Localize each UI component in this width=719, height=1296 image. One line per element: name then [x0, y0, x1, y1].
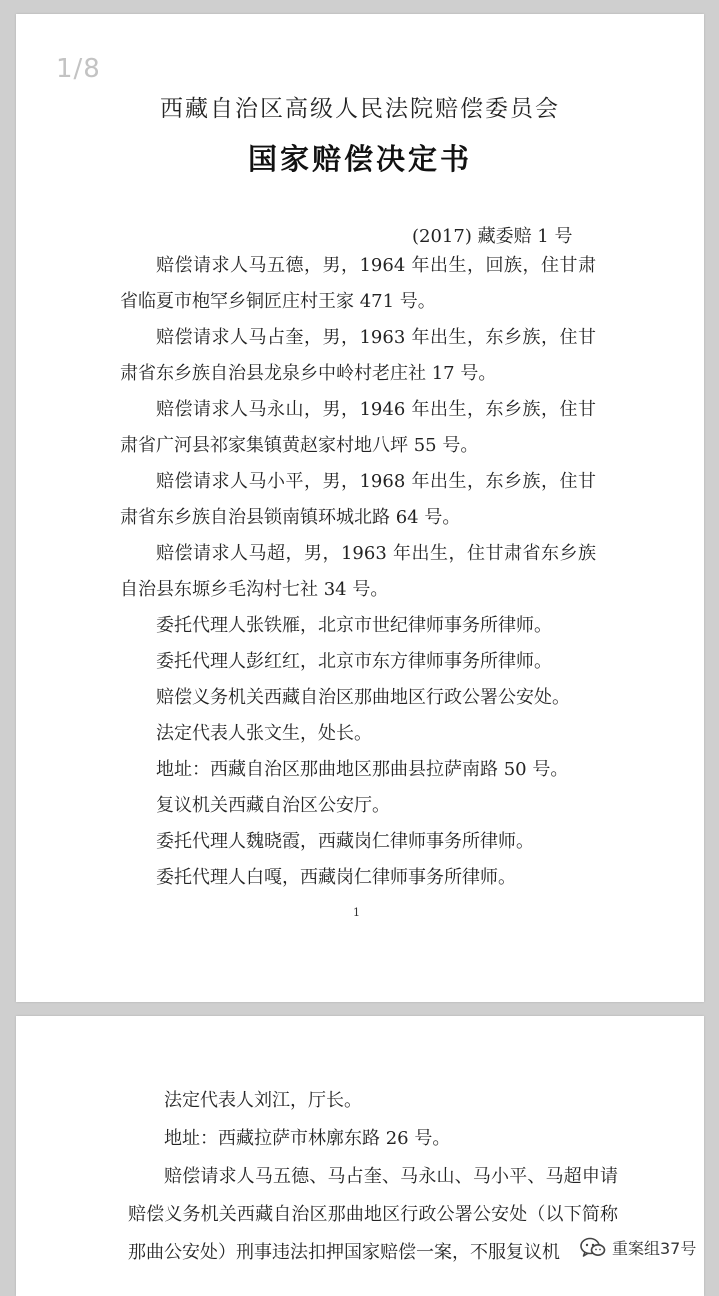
- paragraph: 委托代理人白嘎，西藏岗仁律师事务所律师。: [156, 867, 516, 888]
- paragraph: 地址：西藏拉萨市林廓东路 26 号。: [164, 1128, 451, 1149]
- page-number: 1: [353, 906, 360, 919]
- account-watermark: [574, 1234, 702, 1261]
- case-number: (2017) 藏委赔 1 号: [412, 226, 573, 247]
- paragraph: 委托代理人彭红红，北京市东方律师事务所律师。: [156, 651, 552, 672]
- paragraph: 赔偿请求人马占奎，男，1963 年出生，东乡族，住甘肃省东乡族自治县龙泉乡中岭村老庄社 17 号。: [120, 327, 596, 384]
- document-title: 国家赔偿决定书: [247, 142, 472, 176]
- paragraph: 法定代表人刘江，厅长。: [164, 1090, 362, 1111]
- paragraph: 委托代理人张铁雁，北京市世纪律师事务所律师。: [156, 615, 552, 636]
- paragraph: 赔偿请求人马永山，男，1946 年出生，东乡族，住甘肃省广河县祁家集镇黄赵家村地八坪 55 号。: [120, 399, 596, 456]
- wechat-icon: [580, 1237, 606, 1259]
- issuing-organization-title: 西藏自治区高级人民法院赔偿委员会: [160, 96, 560, 122]
- paragraph: 赔偿请求人马超，男，1963 年出生，住甘肃省东乡族自治县东塬乡毛沟村七社 34 号。: [120, 543, 596, 600]
- paragraph: 地址：西藏自治区那曲地区那曲县拉萨南路 50 号。: [156, 759, 569, 780]
- page-counter: 1/8: [56, 54, 101, 84]
- document-page-1: [16, 14, 704, 1002]
- document-body: [120, 248, 596, 896]
- paragraph: 法定代表人张文生，处长。: [156, 723, 372, 744]
- paragraph: 委托代理人魏晓霞，西藏岗仁律师事务所律师。: [156, 831, 534, 852]
- document-body: [128, 1082, 618, 1272]
- paragraph: 复议机关西藏自治区公安厅。: [156, 795, 390, 816]
- paragraph: 赔偿请求人马五德，男，1964 年出生，回族，住甘肃省临夏市枹罕乡铜匠庄村王家 471 号。: [120, 255, 596, 312]
- paragraph: 赔偿请求人马五德、马占奎、马永山、马小平、马超申请赔偿义务机关西藏自治区那曲地区行政公署公安处（以下简称那曲公安处）刑事违法扣押国家赔偿一案，不服复议机: [128, 1166, 618, 1263]
- paragraph: 赔偿请求人马小平，男，1968 年出生，东乡族，住甘肃省东乡族自治县锁南镇环城北路 64 号。: [120, 471, 596, 528]
- paragraph: 赔偿义务机关西藏自治区那曲地区行政公署公安处。: [156, 687, 570, 708]
- watermark-text: 重案组37号: [612, 1239, 697, 1258]
